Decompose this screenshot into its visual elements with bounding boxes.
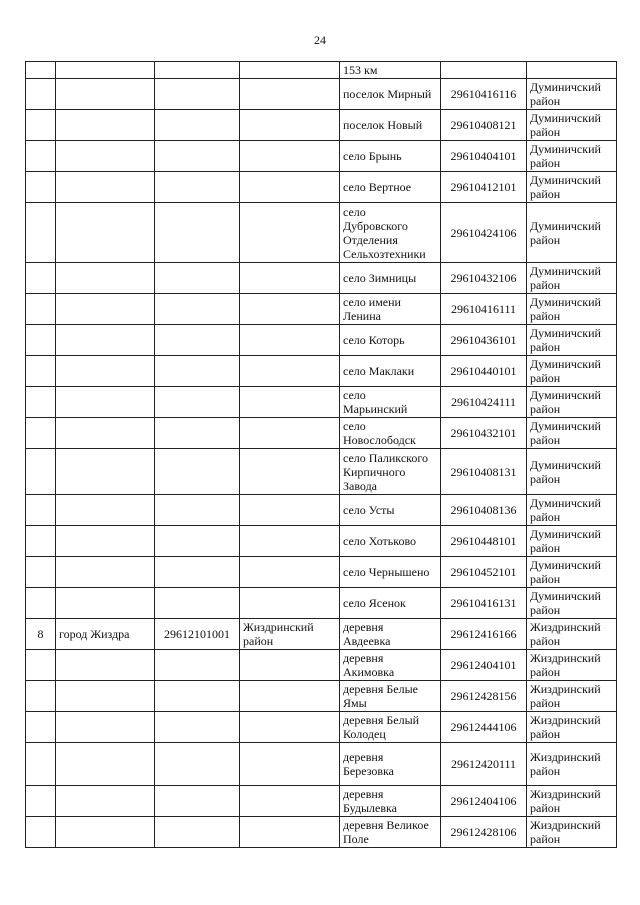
row-number: 8 <box>26 619 56 650</box>
settlement-code: 29612416166 <box>441 619 527 650</box>
row-number <box>26 294 56 325</box>
table-row <box>26 387 617 418</box>
settlement-name: село Зимницы <box>340 263 441 294</box>
settlement-district: Жиздринский район <box>527 650 617 681</box>
settlement-district: Думиничский район <box>527 172 617 203</box>
city-district <box>240 325 340 356</box>
city-name <box>56 418 155 449</box>
settlement-code: 29612428106 <box>441 817 527 848</box>
row-number <box>26 263 56 294</box>
settlement-district: Жиздринский район <box>527 743 617 786</box>
table-row <box>26 619 617 650</box>
table-row <box>26 743 617 786</box>
city-name <box>56 743 155 786</box>
settlement-code: 29610416116 <box>441 79 527 110</box>
city-district <box>240 172 340 203</box>
row-number <box>26 110 56 141</box>
settlement-district: Думиничский район <box>527 263 617 294</box>
city-district <box>240 110 340 141</box>
settlement-code: 29610404101 <box>441 141 527 172</box>
row-number <box>26 62 56 79</box>
city-code <box>155 79 240 110</box>
settlement-code: 29612404106 <box>441 786 527 817</box>
table-row <box>26 495 617 526</box>
city-district <box>240 495 340 526</box>
city-district <box>240 62 340 79</box>
table-row <box>26 141 617 172</box>
settlement-name: село Маклаки <box>340 356 441 387</box>
settlement-name: деревня Авдеевка <box>340 619 441 650</box>
settlement-code: 29612404101 <box>441 650 527 681</box>
row-number <box>26 712 56 743</box>
row-number <box>26 786 56 817</box>
table-row <box>26 325 617 356</box>
settlement-name: село Которь <box>340 325 441 356</box>
city-district <box>240 141 340 172</box>
row-number <box>26 650 56 681</box>
city-name <box>56 557 155 588</box>
settlement-district: Думиничский район <box>527 141 617 172</box>
city-name <box>56 681 155 712</box>
settlement-district: Думиничский район <box>527 110 617 141</box>
city-code <box>155 557 240 588</box>
settlement-district: Жиздринский район <box>527 619 617 650</box>
settlement-code: 29610416131 <box>441 588 527 619</box>
city-code <box>155 110 240 141</box>
row-number <box>26 203 56 263</box>
city-code <box>155 495 240 526</box>
settlement-district: Жиздринский район <box>527 681 617 712</box>
city-district <box>240 418 340 449</box>
city-district <box>240 79 340 110</box>
settlement-code: 29610424111 <box>441 387 527 418</box>
city-district <box>240 203 340 263</box>
settlement-district: Думиничский район <box>527 495 617 526</box>
settlement-district: Думиничский район <box>527 325 617 356</box>
city-district <box>240 449 340 495</box>
city-name <box>56 62 155 79</box>
city-district: Жиздринский район <box>240 619 340 650</box>
city-district <box>240 650 340 681</box>
settlement-district: Жиздринский район <box>527 786 617 817</box>
table-row <box>26 62 617 79</box>
city-district <box>240 294 340 325</box>
city-code: 29612101001 <box>155 619 240 650</box>
settlement-name: село Дубровского Отделения Сельхозтехники <box>340 203 441 263</box>
city-district <box>240 526 340 557</box>
city-district <box>240 588 340 619</box>
settlement-code: 29610448101 <box>441 526 527 557</box>
city-name <box>56 172 155 203</box>
table-row <box>26 263 617 294</box>
city-code <box>155 786 240 817</box>
row-number <box>26 356 56 387</box>
city-code <box>155 263 240 294</box>
row-number <box>26 141 56 172</box>
settlement-code: 29610416111 <box>441 294 527 325</box>
settlement-code: 29610440101 <box>441 356 527 387</box>
settlement-code: 29610452101 <box>441 557 527 588</box>
settlement-name: село Хотьково <box>340 526 441 557</box>
city-name <box>56 294 155 325</box>
row-number <box>26 418 56 449</box>
row-number <box>26 325 56 356</box>
city-name <box>56 650 155 681</box>
settlement-name: село Новослободск <box>340 418 441 449</box>
settlement-name: деревня Великое Поле <box>340 817 441 848</box>
city-code <box>155 356 240 387</box>
settlements-table <box>25 61 617 848</box>
settlement-name: поселок Новый <box>340 110 441 141</box>
settlement-name: деревня Белые Ямы <box>340 681 441 712</box>
settlement-district: Думиничский район <box>527 203 617 263</box>
row-number <box>26 743 56 786</box>
settlement-code: 29610408131 <box>441 449 527 495</box>
city-name <box>56 110 155 141</box>
city-name <box>56 526 155 557</box>
table-row <box>26 356 617 387</box>
table-row <box>26 294 617 325</box>
row-number <box>26 172 56 203</box>
city-name <box>56 263 155 294</box>
settlement-name: деревня Березовка <box>340 743 441 786</box>
city-code <box>155 588 240 619</box>
city-district <box>240 263 340 294</box>
city-code <box>155 743 240 786</box>
settlement-name: село имени Ленина <box>340 294 441 325</box>
settlement-district: Думиничский район <box>527 557 617 588</box>
city-code <box>155 294 240 325</box>
settlement-district: Жиздринский район <box>527 817 617 848</box>
table-row <box>26 110 617 141</box>
settlement-district <box>527 62 617 79</box>
table-row <box>26 786 617 817</box>
settlement-name: село Ясенок <box>340 588 441 619</box>
city-name <box>56 449 155 495</box>
settlement-name: село Вертное <box>340 172 441 203</box>
settlement-district: Думиничский район <box>527 449 617 495</box>
settlement-district: Жиздринский район <box>527 712 617 743</box>
city-code <box>155 172 240 203</box>
row-number <box>26 495 56 526</box>
city-code <box>155 418 240 449</box>
city-name <box>56 356 155 387</box>
settlement-code: 29610432106 <box>441 263 527 294</box>
settlement-code <box>441 62 527 79</box>
city-code <box>155 712 240 743</box>
city-code <box>155 681 240 712</box>
settlement-code: 29610424106 <box>441 203 527 263</box>
table-row <box>26 449 617 495</box>
city-code <box>155 449 240 495</box>
settlement-district: Думиничский район <box>527 588 617 619</box>
settlement-code: 29612444106 <box>441 712 527 743</box>
row-number <box>26 449 56 495</box>
settlement-district: Думиничский район <box>527 526 617 557</box>
city-district <box>240 387 340 418</box>
settlement-district: Думиничский район <box>527 79 617 110</box>
city-name <box>56 79 155 110</box>
settlement-district: Думиничский район <box>527 294 617 325</box>
settlement-name: село Паликского Кирпичного Завода <box>340 449 441 495</box>
settlement-name: 153 км <box>340 62 441 79</box>
settlement-code: 29610408136 <box>441 495 527 526</box>
city-district <box>240 743 340 786</box>
settlement-code: 29612420111 <box>441 743 527 786</box>
table-row <box>26 79 617 110</box>
table-row <box>26 418 617 449</box>
city-district <box>240 557 340 588</box>
row-number <box>26 681 56 712</box>
settlement-name: село Брынь <box>340 141 441 172</box>
settlement-district: Думиничский район <box>527 418 617 449</box>
row-number <box>26 557 56 588</box>
settlement-name: деревня Белый Колодец <box>340 712 441 743</box>
city-name <box>56 387 155 418</box>
city-name <box>56 141 155 172</box>
city-name <box>56 495 155 526</box>
settlement-name: поселок Мирный <box>340 79 441 110</box>
city-code <box>155 203 240 263</box>
settlement-code: 29612428156 <box>441 681 527 712</box>
city-name <box>56 203 155 263</box>
city-district <box>240 817 340 848</box>
city-name <box>56 817 155 848</box>
city-district <box>240 712 340 743</box>
city-code <box>155 62 240 79</box>
row-number <box>26 79 56 110</box>
city-code <box>155 526 240 557</box>
city-code <box>155 387 240 418</box>
settlement-code: 29610408121 <box>441 110 527 141</box>
settlement-district: Думиничский район <box>527 356 617 387</box>
city-code <box>155 325 240 356</box>
page-number: 24 <box>314 33 326 47</box>
row-number <box>26 526 56 557</box>
city-name <box>56 786 155 817</box>
city-name <box>56 712 155 743</box>
table-row <box>26 712 617 743</box>
city-name: город Жиздра <box>56 619 155 650</box>
settlement-name: село Марьинский <box>340 387 441 418</box>
table-row <box>26 203 617 263</box>
settlement-code: 29610412101 <box>441 172 527 203</box>
table-row <box>26 588 617 619</box>
city-district <box>240 786 340 817</box>
settlement-code: 29610432101 <box>441 418 527 449</box>
row-number <box>26 817 56 848</box>
city-district <box>240 356 340 387</box>
settlement-code: 29610436101 <box>441 325 527 356</box>
settlement-name: деревня Будылевка <box>340 786 441 817</box>
table-row <box>26 650 617 681</box>
row-number <box>26 387 56 418</box>
table-row <box>26 817 617 848</box>
city-name <box>56 325 155 356</box>
city-code <box>155 141 240 172</box>
city-code <box>155 650 240 681</box>
row-number <box>26 588 56 619</box>
settlement-name: деревня Акимовка <box>340 650 441 681</box>
settlement-district: Думиничский район <box>527 387 617 418</box>
table-row <box>26 557 617 588</box>
table-row <box>26 681 617 712</box>
city-name <box>56 588 155 619</box>
settlement-name: село Усты <box>340 495 441 526</box>
table-row <box>26 526 617 557</box>
city-district <box>240 681 340 712</box>
settlement-name: село Чернышено <box>340 557 441 588</box>
table-row <box>26 172 617 203</box>
city-code <box>155 817 240 848</box>
